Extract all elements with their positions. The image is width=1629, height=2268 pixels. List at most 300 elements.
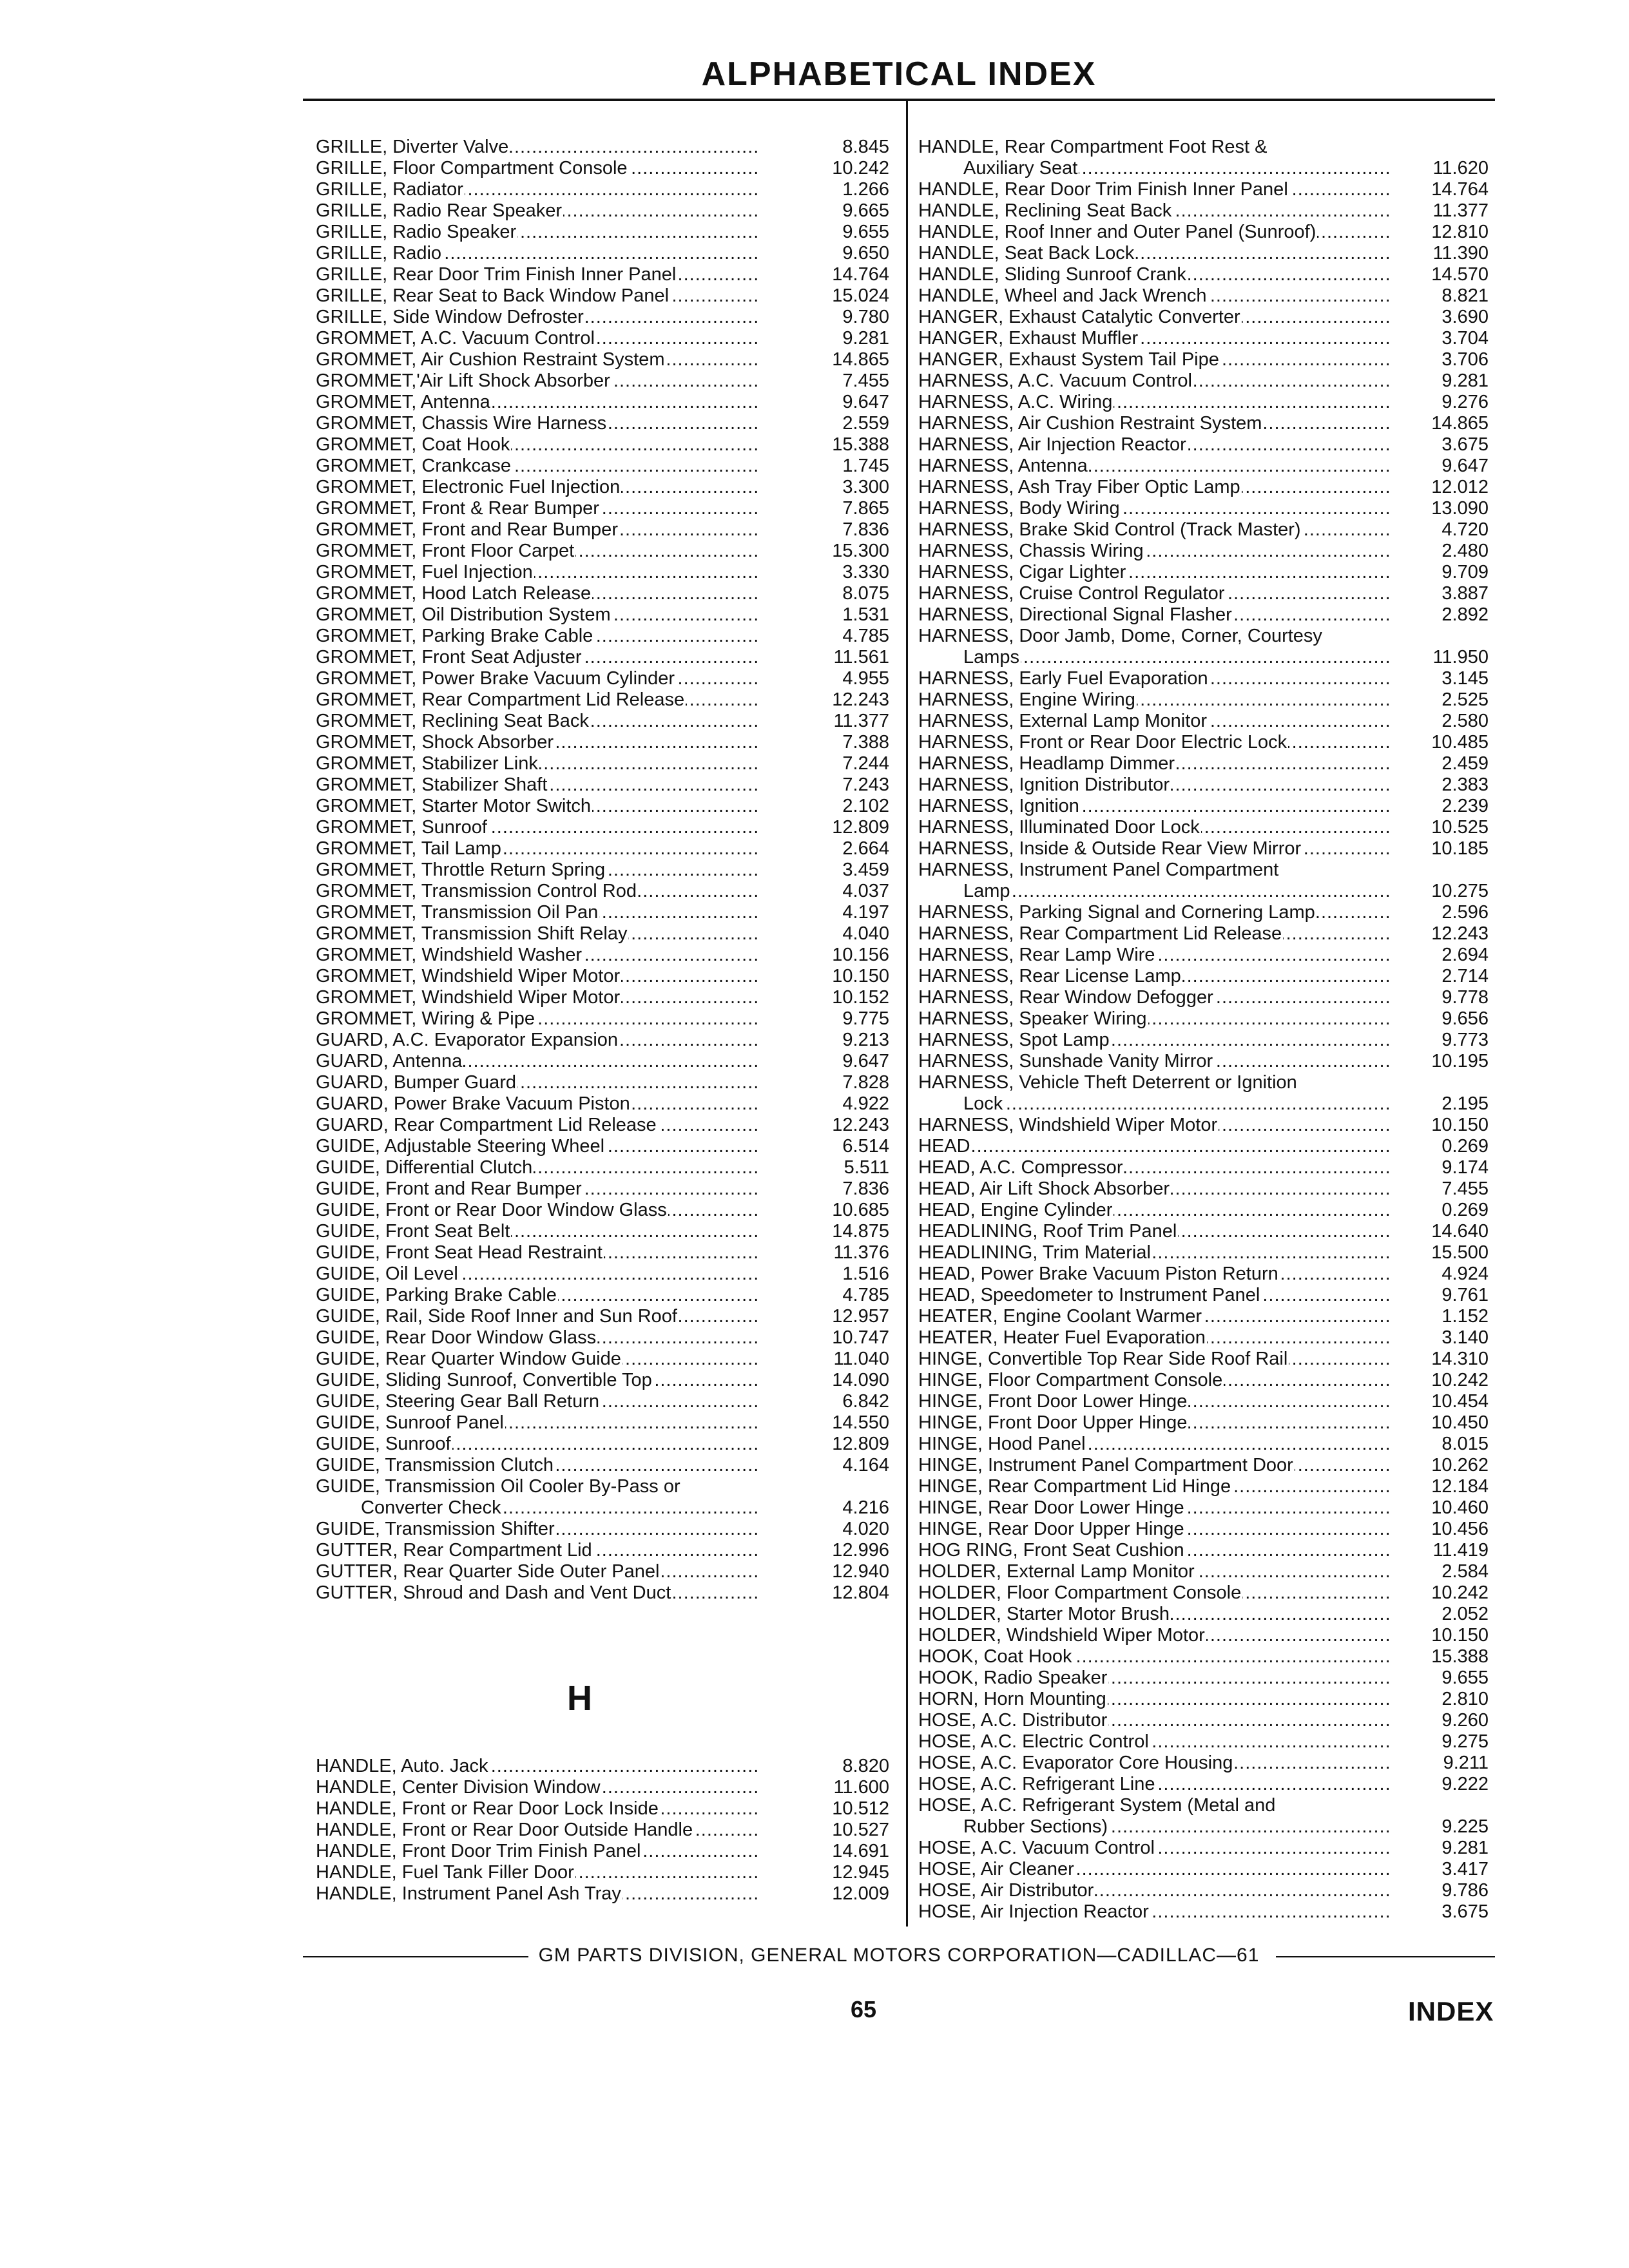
entry-label: HANDLE, Rear Door Trim Finish Inner Panel <box>918 179 1288 200</box>
index-entry <box>918 1349 1489 1370</box>
entry-page: 4.924 <box>1392 1264 1489 1285</box>
entry-page: 7.836 <box>793 519 889 541</box>
entry-label: HARNESS, Door Jamb, Dome, Corner, Courtesy <box>918 626 1322 646</box>
index-entry <box>918 562 1489 583</box>
entry-label: GROMMET, Windshield Wiper Motor <box>316 987 621 1008</box>
entry-label: HOSE, A.C. Evaporator Core Housing <box>918 1753 1233 1773</box>
entry-page: 12.184 <box>1392 1476 1489 1497</box>
entry-page: 9.665 <box>793 200 889 222</box>
index-entry <box>918 1753 1489 1774</box>
entry-label: HANDLE, Fuel Tank Filler Door <box>316 1862 574 1883</box>
index-entry <box>918 200 1489 222</box>
entry-label: HANDLE, Instrument Panel Ash Tray <box>316 1883 621 1904</box>
entry-page: 2.383 <box>1392 774 1489 796</box>
index-entry <box>918 860 1489 902</box>
index-entry <box>918 987 1489 1008</box>
entry-page: 6.842 <box>793 1391 889 1412</box>
entry-label: HEAD, Speedometer to Instrument Panel <box>918 1285 1260 1305</box>
index-entry <box>316 1072 889 1093</box>
index-entry <box>316 392 889 413</box>
entry-label: GUARD, Power Brake Vacuum Piston <box>316 1093 630 1114</box>
entry-label: HOSE, A.C. Electric Control <box>918 1731 1149 1752</box>
entry-page: 7.865 <box>793 498 889 519</box>
index-entry <box>316 1008 889 1030</box>
entry-label: HOOK, Coat Hook <box>918 1646 1072 1667</box>
entry-label: HEAD, Power Brake Vacuum Piston Return <box>918 1264 1278 1284</box>
entry-page: 15.300 <box>793 541 889 562</box>
entry-page: 8.820 <box>793 1756 889 1777</box>
entry-page: 7.388 <box>793 732 889 753</box>
entry-label: HARNESS, Rear License Lamp <box>918 966 1181 986</box>
index-entry <box>316 711 889 732</box>
entry-page: 9.655 <box>793 222 889 243</box>
entry-page: 15.500 <box>1392 1242 1489 1264</box>
index-entry <box>918 307 1489 328</box>
index-entry <box>918 1901 1489 1923</box>
entry-label: HARNESS, Front or Rear Door Electric Lock <box>918 732 1287 753</box>
entry-page: 2.195 <box>1392 1093 1489 1115</box>
index-entry <box>918 1242 1489 1264</box>
entry-page: 10.156 <box>793 945 889 966</box>
entry-page: 13.090 <box>1392 498 1489 519</box>
index-entry <box>316 434 889 456</box>
index-entry <box>316 604 889 626</box>
entry-page: 11.600 <box>793 1777 889 1798</box>
entry-page: 3.675 <box>1392 434 1489 456</box>
index-entry <box>316 583 889 604</box>
index-entry <box>918 1200 1489 1221</box>
entry-page: 7.455 <box>1392 1178 1489 1200</box>
column-divider <box>906 100 908 1927</box>
entry-page: 4.164 <box>793 1455 889 1476</box>
entry-page: 9.786 <box>1392 1880 1489 1901</box>
index-entry <box>918 222 1489 243</box>
entry-page: 9.211 <box>1392 1753 1489 1774</box>
entry-page: 2.525 <box>1392 689 1489 711</box>
index-entry <box>316 1200 889 1221</box>
entry-label: GUARD, Antenna <box>316 1051 463 1072</box>
entry-page: 2.892 <box>1392 604 1489 626</box>
entry-label: GUIDE, Front or Rear Door Window Glass <box>316 1200 667 1220</box>
entry-label: HEADLINING, Trim Material <box>918 1242 1151 1263</box>
entry-page: 12.243 <box>1392 923 1489 945</box>
page-number: 65 <box>851 1996 877 2023</box>
index-entry <box>316 1756 889 1777</box>
index-entry <box>316 732 889 753</box>
entry-label: GUIDE, Sunroof <box>316 1434 451 1454</box>
index-label: INDEX <box>1408 1996 1494 2026</box>
entry-page: 1.745 <box>793 456 889 477</box>
index-entry <box>918 1880 1489 1901</box>
entry-page: 10.485 <box>1392 732 1489 753</box>
entry-label: HOSE, A.C. Refrigerant Line <box>918 1774 1155 1794</box>
index-entry <box>316 541 889 562</box>
entry-page: 12.012 <box>1392 477 1489 498</box>
entry-page: 2.480 <box>1392 541 1489 562</box>
entry-label: GROMMET, Front Floor Carpet <box>316 541 575 561</box>
index-entry <box>316 264 889 285</box>
index-entry <box>316 753 889 774</box>
entry-page: 9.647 <box>1392 456 1489 477</box>
index-entry <box>918 1646 1489 1667</box>
entry-label: HARNESS, Speaker Wiring <box>918 1008 1147 1029</box>
entry-page: 2.559 <box>793 413 889 434</box>
entry-page: 2.694 <box>1392 945 1489 966</box>
entry-label: GUIDE, Parking Brake Cable <box>316 1285 557 1305</box>
index-entry <box>918 519 1489 541</box>
index-entry <box>918 1625 1489 1646</box>
index-entry <box>918 1667 1489 1689</box>
index-entry <box>918 434 1489 456</box>
index-entry <box>316 1115 889 1136</box>
entry-page: 12.810 <box>1392 222 1489 243</box>
index-entry <box>918 1434 1489 1455</box>
entry-label: GUIDE, Oil Level <box>316 1264 458 1284</box>
entry-label: GRILLE, Rear Door Trim Finish Inner Panel <box>316 264 677 285</box>
index-entry <box>918 1115 1489 1136</box>
index-entry <box>316 1306 889 1327</box>
entry-page: 2.596 <box>1392 902 1489 923</box>
entry-label: GROMMET, Shock Absorber <box>316 732 554 753</box>
entry-label: GROMMET, Transmission Control Rod <box>316 881 637 901</box>
index-entry <box>918 604 1489 626</box>
entry-page: 14.691 <box>793 1841 889 1862</box>
index-entry <box>316 945 889 966</box>
entry-label: GROMMET, Oil Distribution System <box>316 604 611 625</box>
entry-label: HINGE, Front Door Upper Hinge <box>918 1412 1188 1433</box>
index-entry <box>316 328 889 349</box>
entry-label: GUIDE, Transmission Oil Cooler By-Pass or <box>316 1476 680 1497</box>
index-entry <box>316 137 889 158</box>
entry-page: 7.828 <box>793 1072 889 1093</box>
entry-label: GUARD, A.C. Evaporator Expansion <box>316 1030 619 1050</box>
index-entry <box>316 1820 889 1841</box>
footer-rule-right <box>1276 1956 1495 1957</box>
entry-page: 2.810 <box>1392 1689 1489 1710</box>
entry-page: 9.709 <box>1392 562 1489 583</box>
entry-page: 10.150 <box>1392 1115 1489 1136</box>
section-heading-h: H <box>567 1679 592 1718</box>
entry-label: GROMMET, Hood Latch Release <box>316 583 592 604</box>
index-entry <box>316 1264 889 1285</box>
index-entry <box>316 1777 889 1798</box>
entry-label: HOSE, A.C. Refrigerant System (Metal and <box>918 1795 1276 1816</box>
index-entry <box>918 1072 1489 1115</box>
index-entry <box>316 1561 889 1582</box>
entry-page: 11.377 <box>793 711 889 732</box>
index-entry <box>918 477 1489 498</box>
index-entry <box>918 1774 1489 1795</box>
entry-label: HARNESS, Ignition <box>918 796 1079 816</box>
entry-label: GROMMET, Crankcase <box>316 456 511 476</box>
entry-page: 15.388 <box>793 434 889 456</box>
entry-page: 4.922 <box>793 1093 889 1115</box>
entry-label: HARNESS, External Lamp Monitor <box>918 711 1208 731</box>
entry-page: 9.773 <box>1392 1030 1489 1051</box>
index-entry <box>918 1285 1489 1306</box>
index-entry <box>918 1391 1489 1412</box>
entry-page: 12.804 <box>793 1582 889 1604</box>
index-entry <box>316 817 889 838</box>
entry-page: 9.260 <box>1392 1710 1489 1731</box>
entry-label: GUIDE, Front Seat Head Restraint <box>316 1242 602 1263</box>
entry-label: GUTTER, Rear Compartment Lid <box>316 1540 592 1561</box>
entry-page: 9.275 <box>1392 1731 1489 1753</box>
index-entry <box>918 1136 1489 1157</box>
index-entry <box>918 1157 1489 1178</box>
entry-label: GROMMET, Transmission Oil Pan <box>316 902 599 923</box>
entry-page: 10.450 <box>1392 1412 1489 1434</box>
entry-label: HANDLE, Sliding Sunroof Crank <box>918 264 1186 285</box>
index-entry <box>316 1455 889 1476</box>
entry-page: 10.185 <box>1392 838 1489 860</box>
index-entry <box>316 1030 889 1051</box>
entry-page: 9.222 <box>1392 1774 1489 1795</box>
index-entry <box>316 987 889 1008</box>
entry-page: 6.514 <box>793 1136 889 1157</box>
entry-page: 7.455 <box>793 370 889 392</box>
entry-label: HOLDER, Starter Motor Brush <box>918 1604 1170 1624</box>
entry-label: GUIDE, Differential Clutch <box>316 1157 533 1178</box>
entry-page: 14.570 <box>1392 264 1489 285</box>
entry-label: HARNESS, Directional Signal Flasher <box>918 604 1232 625</box>
entry-page: 11.040 <box>793 1349 889 1370</box>
index-entry <box>316 222 889 243</box>
index-entry <box>918 1540 1489 1561</box>
entry-label: HOLDER, Floor Compartment Console <box>918 1582 1242 1603</box>
index-entry <box>316 1391 889 1412</box>
entry-page: 9.213 <box>793 1030 889 1051</box>
entry-page: 9.761 <box>1392 1285 1489 1306</box>
entry-label: HINGE, Floor Compartment Console <box>918 1370 1223 1390</box>
entry-label: GUIDE, Front Seat Belt <box>316 1221 510 1242</box>
entry-label: GROMMET, Tail Lamp <box>316 838 501 859</box>
index-entry <box>918 392 1489 413</box>
entry-page: 9.281 <box>1392 370 1489 392</box>
index-entry <box>316 200 889 222</box>
entry-page: 3.675 <box>1392 1901 1489 1923</box>
index-entry <box>316 1798 889 1820</box>
index-entry <box>316 902 889 923</box>
section-h-list <box>316 1756 889 1905</box>
index-entry <box>316 1285 889 1306</box>
entry-page: 4.197 <box>793 902 889 923</box>
entry-page: 9.650 <box>793 243 889 264</box>
index-entry <box>316 1242 889 1264</box>
index-entry <box>316 1051 889 1072</box>
entry-label: HARNESS, A.C. Wiring <box>918 392 1113 412</box>
index-entry <box>918 1306 1489 1327</box>
entry-label: HARNESS, Inside & Outside Rear View Mirror <box>918 838 1302 859</box>
index-entry <box>316 881 889 902</box>
entry-page: 8.821 <box>1392 285 1489 307</box>
entry-page: 12.940 <box>793 1561 889 1582</box>
entry-label: HARNESS, Rear Compartment Lid Release <box>918 923 1282 944</box>
entry-label: HANDLE, Auto. Jack <box>316 1756 488 1776</box>
entry-label-continued: Rubber Sections) <box>918 1816 1109 1838</box>
entry-label: HARNESS, Instrument Panel Compartment <box>918 860 1279 880</box>
index-entry <box>316 838 889 860</box>
entry-page: 3.704 <box>1392 328 1489 349</box>
entry-page: 4.216 <box>793 1497 889 1519</box>
entry-page: 8.075 <box>793 583 889 604</box>
entry-page: 15.024 <box>793 285 889 307</box>
entry-page: 9.656 <box>1392 1008 1489 1030</box>
index-entry <box>316 158 889 179</box>
entry-page: 11.419 <box>1392 1540 1489 1561</box>
index-entry <box>918 179 1489 200</box>
index-entry <box>918 1327 1489 1349</box>
entry-label: GROMMET, Sunroof <box>316 817 487 838</box>
index-entry <box>918 328 1489 349</box>
index-entry <box>918 1838 1489 1859</box>
entry-label: HANDLE, Front or Rear Door Outside Handle <box>316 1820 693 1840</box>
index-entry <box>316 349 889 370</box>
entry-page: 10.460 <box>1392 1497 1489 1519</box>
entry-label: GROMMET, Transmission Shift Relay <box>316 923 628 944</box>
index-entry <box>918 1519 1489 1540</box>
index-entry <box>918 370 1489 392</box>
entry-label: GROMMET, Windshield Wiper Motor <box>316 966 621 986</box>
entry-page: 10.242 <box>1392 1370 1489 1391</box>
entry-page: 14.875 <box>793 1221 889 1242</box>
index-entry <box>918 583 1489 604</box>
index-entry <box>316 689 889 711</box>
entry-label: HARNESS, Cruise Control Regulator <box>918 583 1225 604</box>
entry-label: HARNESS, Chassis Wiring <box>918 541 1144 561</box>
entry-page: 7.836 <box>793 1178 889 1200</box>
entry-page: 10.685 <box>793 1200 889 1221</box>
entry-label: HINGE, Instrument Panel Compartment Door <box>918 1455 1293 1475</box>
index-entry <box>316 1883 889 1905</box>
index-entry <box>918 1178 1489 1200</box>
index-entry <box>316 1157 889 1178</box>
entry-label: HEAD <box>918 1136 970 1157</box>
index-entry <box>316 1540 889 1561</box>
index-entry <box>918 689 1489 711</box>
entry-label: GROMMET, Air Cushion Restraint System <box>316 349 665 370</box>
entry-label: GUIDE, Rear Quarter Window Guide <box>316 1349 621 1369</box>
entry-label: HOG RING, Front Seat Cushion <box>918 1540 1184 1561</box>
index-entry <box>316 243 889 264</box>
entry-page: 9.655 <box>1392 1667 1489 1689</box>
entry-page: 4.720 <box>1392 519 1489 541</box>
entry-label: GROMMET, Electronic Fuel Injection <box>316 477 621 497</box>
index-entry <box>918 349 1489 370</box>
index-entry <box>316 1370 889 1391</box>
index-entry <box>918 668 1489 689</box>
page-title: ALPHABETICAL INDEX <box>701 55 1097 93</box>
entry-label: HANDLE, Rear Compartment Foot Rest & <box>918 137 1268 157</box>
entry-label: HOLDER, External Lamp Monitor <box>918 1561 1195 1582</box>
entry-label: HARNESS, Brake Skid Control (Track Master) <box>918 519 1301 540</box>
entry-label: HARNESS, Headlamp Dimmer <box>918 753 1175 774</box>
index-entry <box>918 264 1489 285</box>
entry-label: HARNESS, Parking Signal and Cornering Lamp <box>918 902 1315 923</box>
index-entry <box>316 1582 889 1604</box>
entry-label: GROMMET, Rear Compartment Lid Release <box>316 689 685 710</box>
entry-page: 7.244 <box>793 753 889 774</box>
entry-page: 3.706 <box>1392 349 1489 370</box>
index-entry <box>316 456 889 477</box>
entry-label: GROMMET, Chassis Wire Harness <box>316 413 607 434</box>
entry-page: 3.330 <box>793 562 889 583</box>
entry-page: 2.664 <box>793 838 889 860</box>
entry-label: HANGER, Exhaust Muffler <box>918 328 1139 349</box>
index-entry <box>316 477 889 498</box>
entry-page: 12.243 <box>793 1115 889 1136</box>
entry-page: 2.102 <box>793 796 889 817</box>
entry-label: HARNESS, Ash Tray Fiber Optic Lamp <box>918 477 1240 497</box>
entry-page: 12.945 <box>793 1862 889 1883</box>
entry-label: HANDLE, Front or Rear Door Lock Inside <box>316 1798 659 1819</box>
entry-label: GUIDE, Front and Rear Bumper <box>316 1178 582 1199</box>
dot-leader <box>918 1136 1389 1157</box>
entry-page: 2.052 <box>1392 1604 1489 1625</box>
index-entry <box>918 1476 1489 1497</box>
entry-page: 2.239 <box>1392 796 1489 817</box>
entry-page: 8.845 <box>793 137 889 158</box>
index-entry <box>918 1051 1489 1072</box>
entry-label: HEADLINING, Roof Trim Panel <box>918 1221 1177 1242</box>
entry-page: 10.512 <box>793 1798 889 1820</box>
entry-page: 11.377 <box>1392 200 1489 222</box>
index-entry <box>316 774 889 796</box>
index-entry <box>918 711 1489 732</box>
entry-page: 3.887 <box>1392 583 1489 604</box>
entry-page: 11.950 <box>1392 647 1489 668</box>
index-entry <box>918 1795 1489 1838</box>
index-entry <box>918 945 1489 966</box>
entry-label: HARNESS, Windshield Wiper Motor <box>918 1115 1218 1135</box>
entry-label: GROMMET, Antenna <box>316 392 490 412</box>
entry-page: 9.780 <box>793 307 889 328</box>
entry-page: 9.775 <box>793 1008 889 1030</box>
entry-label: GRILLE, Radio Rear Speaker <box>316 200 563 221</box>
index-entry <box>918 1689 1489 1710</box>
index-entry <box>316 1221 889 1242</box>
entry-label: HARNESS, Rear Lamp Wire <box>918 945 1155 965</box>
entry-page: 4.955 <box>793 668 889 689</box>
index-entry <box>918 1497 1489 1519</box>
entry-label: HARNESS, Spot Lamp <box>918 1030 1110 1050</box>
entry-label-continued: Lock <box>918 1093 1004 1115</box>
entry-label: HARNESS, Illuminated Door Lock <box>918 817 1200 838</box>
index-entry <box>918 796 1489 817</box>
entry-page: 4.020 <box>793 1519 889 1540</box>
entry-label: HARNESS, Ignition Distributor <box>918 774 1170 795</box>
entry-label: HANDLE, Front Door Trim Finish Panel <box>316 1841 641 1861</box>
index-entry <box>918 413 1489 434</box>
entry-label-continued: Lamp <box>918 881 1012 902</box>
entry-page: 2.459 <box>1392 753 1489 774</box>
entry-label: GUIDE, Transmission Shifter <box>316 1519 555 1539</box>
entry-label: GRILLE, Side Window Defroster <box>316 307 584 327</box>
entry-label: HARNESS, Cigar Lighter <box>918 562 1126 582</box>
entry-label: HARNESS, Antenna <box>918 456 1088 476</box>
entry-page: 9.225 <box>1392 1816 1489 1838</box>
entry-label: GROMMET, Stabilizer Shaft <box>316 774 548 795</box>
entry-page: 10.150 <box>793 966 889 987</box>
index-entry <box>316 1519 889 1540</box>
entry-label: GRILLE, Radio <box>316 243 442 264</box>
entry-label: GRILLE, Radiator <box>316 179 463 200</box>
index-entry <box>316 1476 889 1519</box>
entry-label: HEATER, Engine Coolant Warmer <box>918 1306 1202 1327</box>
entry-page: 1.531 <box>793 604 889 626</box>
entry-label: GRILLE, Radio Speaker <box>316 222 517 242</box>
entry-page: 3.140 <box>1392 1327 1489 1349</box>
